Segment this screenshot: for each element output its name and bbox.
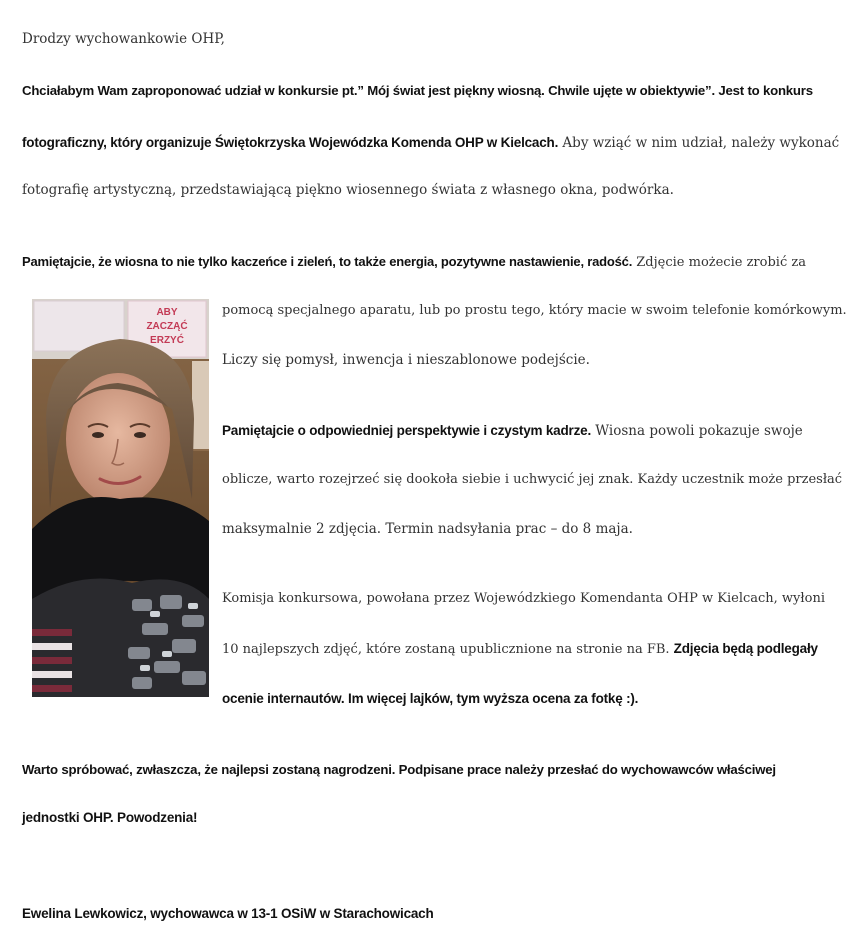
poster-text-line-2: ZACZĄĆ [146, 321, 188, 332]
greeting: Drodzy wychowankowie OHP, [22, 31, 225, 47]
jury-line-3: ocenie internautów. Im więcej lajków, tym wyższa ocena za fotkę :). [222, 691, 639, 706]
contest-intro-line-1: Chciałabym Wam zaproponować udział w konkursie pt.” Mój świat jest piękny wiosną. Chwile ujęte w obiektywie”. Jest to konkurs [22, 83, 813, 98]
jury-line-2 [222, 640, 818, 659]
encouragement-line-2: jednostki OHP. Powodzenia! [22, 810, 198, 825]
contest-intro-line-2-bold: fotograficzny, który organizuje Świętokrzyska Wojewódzka Komenda OHP w Kielcach. [22, 135, 559, 150]
poster-text-line-1: ABY [156, 307, 178, 318]
perspective-line-1 [222, 422, 803, 440]
contest-intro-line-3: fotografię artystyczną, przedstawiającą piękno wiosennego świata z własnego okna, podwórka. [22, 182, 674, 198]
spring-reminder-line-3: Liczy się pomysł, inwencja i nieszablonowe podejście. [222, 352, 590, 368]
perspective-line-1-normal: Wiosna powoli pokazuje swoje [591, 423, 803, 439]
spring-reminder-line-1-normal: Zdjęcie możecie zrobić za [632, 255, 806, 270]
author-portrait-photo [32, 299, 209, 697]
contest-intro-line-2 [22, 134, 840, 152]
encouragement-line-1: Warto spróbować, zwłaszcza, że najlepsi zostaną nagrodzeni. Podpisane prace należy przesłać do wychowawców właściwej [22, 762, 776, 777]
perspective-line-1-bold: Pamiętajcie o odpowiedniej perspektywie i czystym kadrze. [222, 423, 591, 438]
signature: Ewelina Lewkowicz, wychowawca w 13-1 OSiW w Starachowicach [22, 906, 434, 921]
spring-reminder-line-1 [22, 253, 806, 272]
jury-line-2-normal: 10 najlepszych zdjęć, które zostaną upublicznione na stronie na FB. [222, 642, 674, 657]
poster-text-line-3: ERZYĆ [150, 335, 184, 346]
portrait-illustration [32, 299, 209, 697]
spring-reminder-line-2: pomocą specjalnego aparatu, lub po prostu tego, który macie w swoim telefonie komórkowym. [222, 303, 847, 318]
spring-reminder-line-1-bold: Pamiętajcie, że wiosna to nie tylko kaczeńce i zieleń, to także energia, pozytywne nastawienie, radość. [22, 254, 633, 269]
perspective-line-3: maksymalnie 2 zdjęcia. Termin nadsyłania prac – do 8 maja. [222, 521, 633, 537]
perspective-line-2: oblicze, warto rozejrzeć się dookoła siebie i uchwycić jej znak. Każdy uczestnik może przesłać [222, 472, 843, 487]
jury-line-1: Komisja konkursowa, powołana przez Wojewódzkiego Komendanta OHP w Kielcach, wyłoni [222, 591, 825, 606]
jury-line-2-bold: Zdjęcia będą podlegały [673, 641, 818, 656]
contest-intro-line-2-normal: Aby wziąć w nim udział, należy wykonać [558, 135, 840, 151]
